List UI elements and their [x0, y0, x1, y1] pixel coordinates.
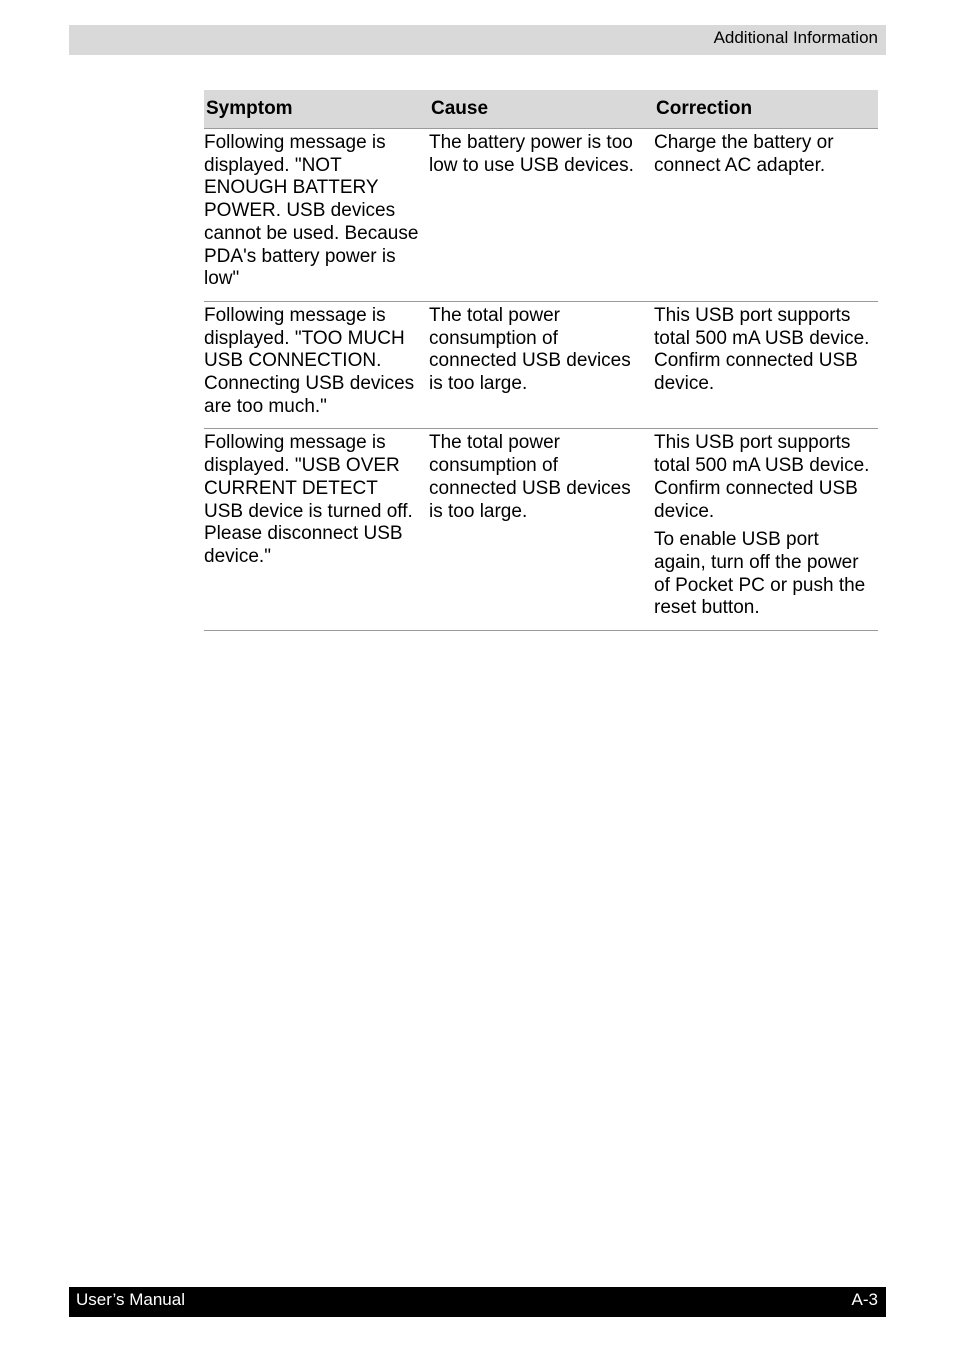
symptom-cell: Following message is displayed. "USB OVER CURRENT DETECT USB device is turned off. Please disconnect USB device." — [204, 429, 429, 631]
column-header-correction: Correction — [654, 90, 878, 129]
page-header — [69, 25, 886, 55]
section-title: Additional Information — [713, 28, 878, 47]
column-header-cause: Cause — [429, 90, 654, 129]
page-footer — [69, 1287, 886, 1317]
symptom-cell: Following message is displayed. "NOT ENOUGH BATTERY POWER. USB devices cannot be used. Because PDA's battery power is low" — [204, 129, 429, 302]
correction-text: This USB port supports total 500 mA USB device. Confirm connected USB device. — [654, 432, 870, 522]
cause-cell: The total power consumption of connected USB devices is too large. — [429, 429, 654, 631]
table-row — [204, 129, 878, 302]
correction-cell — [654, 129, 878, 302]
correction-text: Charge the battery or connect AC adapter. — [654, 132, 834, 176]
table-row — [204, 301, 878, 429]
cause-cell: The total power consumption of connected USB devices is too large. — [429, 301, 654, 429]
correction-cell — [654, 301, 878, 429]
manual-title: User’s Manual — [76, 1290, 185, 1309]
correction-text: To enable USB port again, turn off the power of Pocket PC or push the reset button. — [654, 529, 866, 619]
page-number: A-3 — [851, 1290, 878, 1309]
correction-text: This USB port supports total 500 mA USB device. Confirm connected USB device. — [654, 304, 870, 395]
correction-cell — [654, 429, 878, 631]
column-header-symptom: Symptom — [204, 90, 429, 129]
cause-cell: The battery power is too low to use USB devices. — [429, 129, 654, 302]
table-header-row — [204, 90, 878, 129]
troubleshooting-table — [204, 90, 878, 631]
symptom-cell: Following message is displayed. "TOO MUCH USB CONNECTION. Connecting USB devices are too much." — [204, 301, 429, 429]
table-row — [204, 429, 878, 631]
